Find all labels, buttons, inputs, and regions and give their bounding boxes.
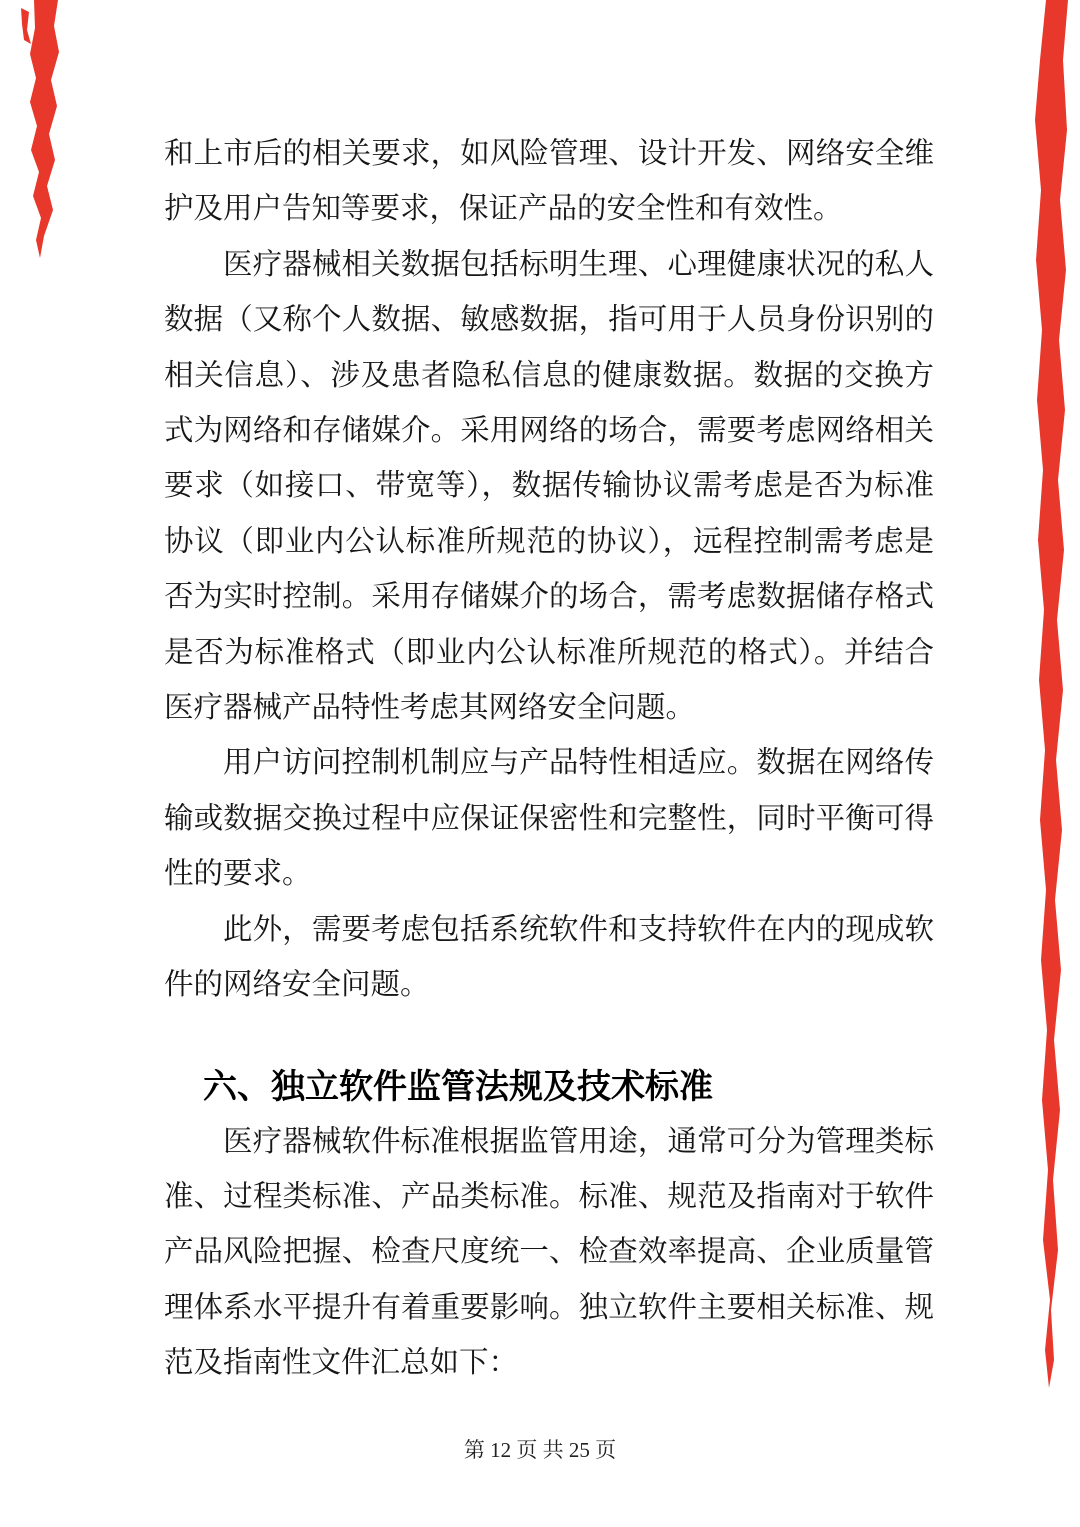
- document-body: [164, 127, 934, 1392]
- page-number-footer: 第 12 页 共 25 页: [463, 1438, 617, 1462]
- paragraph-access-control: 用户访问控制机制应与产品特性相适应。数据在网络传输或数据交换过程中应保证保密性和完整性，同时平衡可得性的要求。: [164, 747, 934, 891]
- right-red-torn-edge-decoration: [1035, 0, 1068, 1388]
- left-red-speck-decoration: [21, 8, 31, 44]
- section-heading: 六、独立软件监管法规及技术标准: [203, 1067, 713, 1106]
- paragraph-standards-overview: 医疗器械软件标准根据监管用途，通常可分为管理类标准、过程类标准、产品类标准。标准、规范及指南对于软件产品风险把握、检查尺度统一、检查效率提高、企业质量管理体系水平提升有着重要影响。独立软件主要相关标准、规范及指南性文件汇总如下：: [164, 1125, 934, 1380]
- paragraph-medical-device-data: 医疗器械相关数据包括标明生理、心理健康状况的私人数据（又称个人数据、敏感数据，指可用于人员身份识别的相关信息）、涉及患者隐私信息的健康数据。数据的交换方式为网络和存储媒介。采用网络的场合，需要考虑网络相关要求（如接口、带宽等），数据传输协议需考虑是否为标准协议（即业内公认标准所规范的协议），远程控制需考虑是否为实时控制。采用存储媒介的场合，需考虑数据储存格式是否为标准格式（即业内公认标准所规范的格式）。并结合医疗器械产品特性考虑其网络安全问题。: [164, 248, 934, 725]
- paragraph-offtheshelf-software: 此外，需要考虑包括系统软件和支持软件在内的现成软件的网络安全问题。: [164, 913, 934, 1002]
- left-red-torn-edge-decoration: [30, 0, 59, 258]
- paragraph-continuation: 和上市后的相关要求，如风险管理、设计开发、网络安全维护及用户告知等要求，保证产品的安全性和有效性。: [164, 138, 934, 226]
